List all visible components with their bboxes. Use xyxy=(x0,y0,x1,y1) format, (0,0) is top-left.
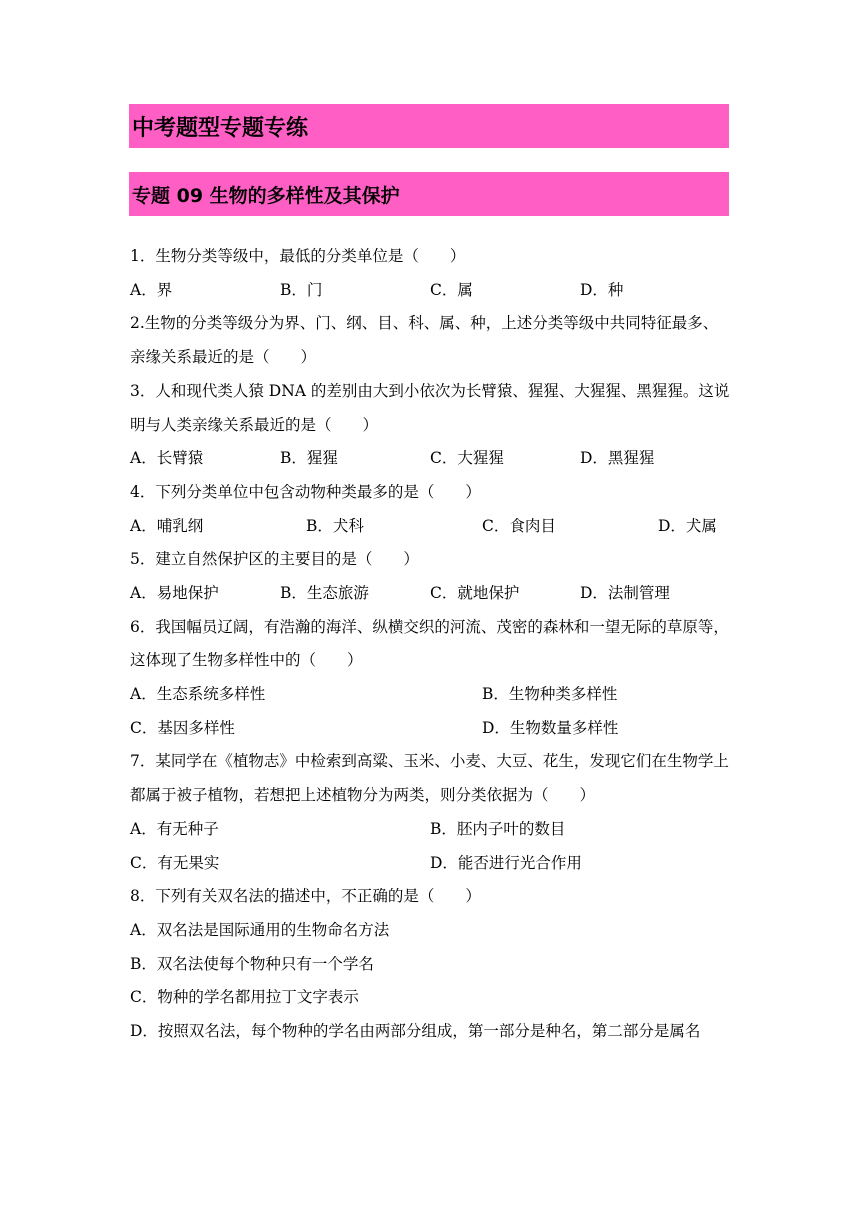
question-8-stem: 8．下列有关双名法的描述中，不正确的是（ ） xyxy=(130,887,481,906)
option-c: C．属 xyxy=(430,280,473,299)
question-5-stem: 5．建立自然保护区的主要目的是（ ） xyxy=(130,550,419,569)
question-1-stem: 1．生物分类等级中，最低的分类单位是（ ） xyxy=(130,247,466,265)
option-a: A．生态系统多样性 xyxy=(130,685,266,704)
option-d: D．生物数量多样性 xyxy=(482,718,619,737)
option-b: B．生态旅游 xyxy=(280,583,369,602)
option-b: B．犬科 xyxy=(306,516,364,535)
question-4-options xyxy=(130,510,730,544)
option-c: C．就地保护 xyxy=(430,583,520,602)
question-5-options xyxy=(130,577,730,611)
question-7-stem: 7．某同学在《植物志》中检索到高粱、玉米、小麦、大豆、花生，发现它们在生物学上都属于被子植物，若想把上述植物分为两类，则分类依据为（ ） xyxy=(130,752,729,805)
option-c: C．有无果实 xyxy=(130,853,220,872)
question-6-options-row-2 xyxy=(130,712,730,746)
option-b: B．猩猩 xyxy=(280,449,338,468)
question-2-stem: 2.生物的分类等级分为界、门、纲、目、科、属、种，上述分类等级中共同特征最多、亲缘关系最近的是（ ） xyxy=(130,314,719,367)
option-a: A．双名法是国际通用的生物命名方法 xyxy=(130,920,390,939)
option-b: B．门 xyxy=(280,280,323,299)
option-d: D．黑猩猩 xyxy=(580,449,655,468)
question-7-options-row-1 xyxy=(130,813,730,847)
option-b: B．双名法使每个物种只有一个学名 xyxy=(130,954,374,973)
option-d: D．按照双名法，每个物种的学名由两部分组成，第一部分是种名，第二部分是属名 xyxy=(130,1022,701,1041)
option-a: A．界 xyxy=(130,280,173,299)
question-4-stem: 4．下列分类单位中包含动物种类最多的是（ ） xyxy=(130,482,481,501)
option-a: A．长臂猿 xyxy=(130,449,204,468)
option-a: A．哺乳纲 xyxy=(130,516,204,535)
question-list xyxy=(130,240,730,1049)
option-d: D．法制管理 xyxy=(580,583,670,602)
option-c: C．基因多样性 xyxy=(130,718,235,737)
option-c: C．食肉目 xyxy=(482,516,556,535)
option-b: B．胚内子叶的数目 xyxy=(430,819,566,838)
question-3-options xyxy=(130,442,730,476)
topic-title: 专题 09 生物的多样性及其保护 xyxy=(132,184,400,207)
option-b: B．生物种类多样性 xyxy=(482,685,618,704)
option-d: D．犬属 xyxy=(658,516,717,535)
option-d: D．能否进行光合作用 xyxy=(430,853,582,872)
option-a: A．有无种子 xyxy=(130,819,219,838)
question-7-options-row-2 xyxy=(130,847,730,881)
question-1-options xyxy=(130,274,730,308)
document-title: 中考题型专题专练 xyxy=(132,115,309,141)
topic-title-banner xyxy=(129,172,729,216)
question-3-stem: 3．人和现代类人猿 DNA 的差别由大到小依次为长臂猿、猩猩、大猩猩、黑猩猩。这说明与人类亲缘关系最近的是（ ） xyxy=(130,381,730,434)
question-6-options-row-1 xyxy=(130,678,730,712)
question-6-stem: 6．我国幅员辽阔，有浩瀚的海洋、纵横交织的河流、茂密的森林和一望无际的草原等，这体现了生物多样性中的（ ） xyxy=(130,617,729,670)
option-c: C．大猩猩 xyxy=(430,449,504,468)
option-c: C．物种的学名都用拉丁文字表示 xyxy=(130,988,359,1007)
document-title-banner xyxy=(129,104,729,148)
option-a: A．易地保护 xyxy=(130,583,219,602)
option-d: D．种 xyxy=(580,280,624,299)
